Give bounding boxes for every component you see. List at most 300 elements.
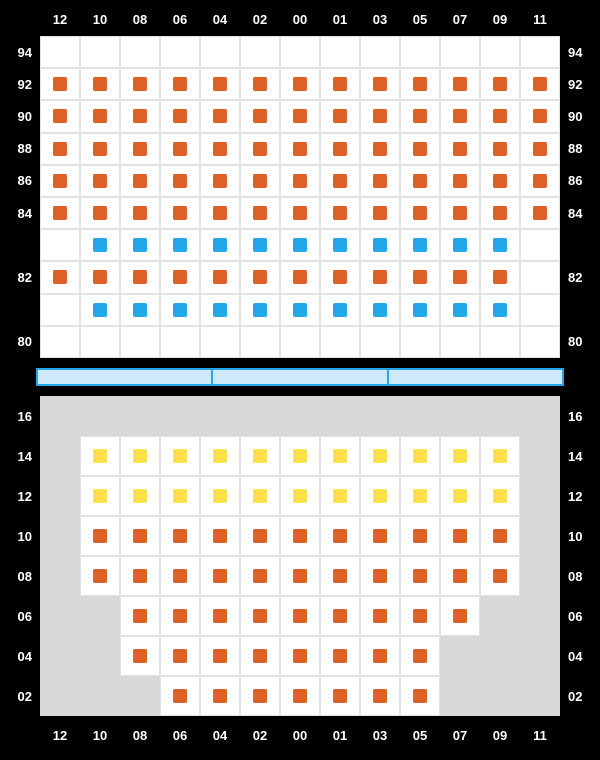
seat-cell[interactable]: [320, 676, 360, 716]
seat-cell[interactable]: [40, 229, 80, 261]
seat-marker-orange[interactable]: [173, 569, 187, 583]
seat-marker-orange[interactable]: [533, 206, 547, 220]
seat-marker-orange[interactable]: [373, 174, 387, 188]
seat-cell[interactable]: [520, 294, 560, 326]
seat-cell[interactable]: [320, 261, 360, 293]
seat-cell[interactable]: [400, 516, 440, 556]
seat-marker-orange[interactable]: [493, 569, 507, 583]
seat-cell[interactable]: [80, 476, 120, 516]
seat-marker-blue[interactable]: [213, 238, 227, 252]
seat-cell[interactable]: [240, 556, 280, 596]
seat-cell[interactable]: [440, 100, 480, 132]
seat-cell[interactable]: [280, 133, 320, 165]
seat-cell[interactable]: [280, 636, 320, 676]
seat-marker-orange[interactable]: [93, 529, 107, 543]
seat-cell[interactable]: [40, 197, 80, 229]
seat-marker-yellow[interactable]: [373, 449, 387, 463]
seat-marker-orange[interactable]: [253, 270, 267, 284]
seat-marker-orange[interactable]: [413, 609, 427, 623]
seat-cell[interactable]: [160, 476, 200, 516]
seat-marker-yellow[interactable]: [93, 489, 107, 503]
seat-marker-orange[interactable]: [253, 529, 267, 543]
seat-marker-orange[interactable]: [453, 569, 467, 583]
seat-marker-orange[interactable]: [133, 142, 147, 156]
lower-deck-grid[interactable]: [40, 396, 560, 716]
seat-cell[interactable]: [160, 596, 200, 636]
seat-cell[interactable]: [360, 229, 400, 261]
seat-cell[interactable]: [240, 476, 280, 516]
seat-cell[interactable]: [400, 436, 440, 476]
seat-cell[interactable]: [120, 636, 160, 676]
seat-cell[interactable]: [280, 294, 320, 326]
seat-marker-orange[interactable]: [533, 174, 547, 188]
seat-cell[interactable]: [360, 636, 400, 676]
seat-cell[interactable]: [440, 197, 480, 229]
seat-marker-orange[interactable]: [53, 109, 67, 123]
seat-cell[interactable]: [160, 100, 200, 132]
seat-cell[interactable]: [280, 36, 320, 68]
seat-cell[interactable]: [160, 556, 200, 596]
seat-marker-blue[interactable]: [373, 303, 387, 317]
seat-marker-blue[interactable]: [133, 303, 147, 317]
seat-cell[interactable]: [440, 326, 480, 358]
seat-cell[interactable]: [520, 100, 560, 132]
seat-cell[interactable]: [440, 476, 480, 516]
seat-marker-orange[interactable]: [453, 109, 467, 123]
seat-cell[interactable]: [480, 100, 520, 132]
seat-cell[interactable]: [400, 36, 440, 68]
seat-marker-orange[interactable]: [173, 689, 187, 703]
seat-cell[interactable]: [480, 133, 520, 165]
seat-marker-orange[interactable]: [333, 142, 347, 156]
seat-marker-yellow[interactable]: [173, 449, 187, 463]
seat-cell[interactable]: [40, 326, 80, 358]
seat-marker-blue[interactable]: [333, 303, 347, 317]
seat-marker-yellow[interactable]: [413, 489, 427, 503]
seat-cell[interactable]: [280, 229, 320, 261]
seat-cell[interactable]: [320, 229, 360, 261]
seat-cell[interactable]: [240, 197, 280, 229]
seat-marker-orange[interactable]: [293, 270, 307, 284]
seat-marker-orange[interactable]: [373, 77, 387, 91]
seat-marker-yellow[interactable]: [293, 449, 307, 463]
seat-cell[interactable]: [80, 294, 120, 326]
seat-cell[interactable]: [40, 68, 80, 100]
seat-cell[interactable]: [40, 36, 80, 68]
seat-marker-orange[interactable]: [413, 569, 427, 583]
seat-marker-orange[interactable]: [533, 109, 547, 123]
seat-cell[interactable]: [160, 197, 200, 229]
seat-marker-orange[interactable]: [413, 649, 427, 663]
seat-marker-orange[interactable]: [333, 609, 347, 623]
seat-marker-orange[interactable]: [293, 569, 307, 583]
seat-cell[interactable]: [80, 229, 120, 261]
seat-cell[interactable]: [400, 197, 440, 229]
seat-cell[interactable]: [480, 165, 520, 197]
seat-marker-yellow[interactable]: [453, 449, 467, 463]
seat-marker-orange[interactable]: [373, 649, 387, 663]
seat-cell[interactable]: [200, 165, 240, 197]
seat-cell[interactable]: [120, 436, 160, 476]
seat-marker-yellow[interactable]: [413, 449, 427, 463]
seat-marker-orange[interactable]: [173, 142, 187, 156]
seat-marker-orange[interactable]: [253, 206, 267, 220]
seat-cell[interactable]: [280, 326, 320, 358]
seat-cell[interactable]: [80, 68, 120, 100]
seat-marker-orange[interactable]: [333, 270, 347, 284]
seat-marker-orange[interactable]: [133, 609, 147, 623]
seat-cell[interactable]: [120, 165, 160, 197]
seat-marker-orange[interactable]: [253, 174, 267, 188]
seat-marker-orange[interactable]: [493, 270, 507, 284]
seat-cell[interactable]: [120, 133, 160, 165]
seat-cell[interactable]: [440, 36, 480, 68]
seat-cell[interactable]: [360, 436, 400, 476]
seat-cell[interactable]: [80, 36, 120, 68]
seat-marker-orange[interactable]: [493, 174, 507, 188]
seat-cell[interactable]: [440, 261, 480, 293]
seat-marker-orange[interactable]: [373, 270, 387, 284]
seat-marker-orange[interactable]: [413, 109, 427, 123]
seat-marker-orange[interactable]: [213, 609, 227, 623]
seat-cell[interactable]: [240, 436, 280, 476]
seat-marker-orange[interactable]: [493, 142, 507, 156]
seat-cell[interactable]: [280, 68, 320, 100]
seat-marker-orange[interactable]: [453, 270, 467, 284]
seat-marker-orange[interactable]: [93, 77, 107, 91]
seat-marker-orange[interactable]: [293, 77, 307, 91]
seat-cell[interactable]: [280, 165, 320, 197]
seat-marker-orange[interactable]: [253, 142, 267, 156]
seat-cell[interactable]: [320, 636, 360, 676]
seat-cell[interactable]: [520, 165, 560, 197]
seat-cell[interactable]: [400, 68, 440, 100]
seat-cell[interactable]: [160, 229, 200, 261]
seat-cell[interactable]: [400, 636, 440, 676]
seat-marker-orange[interactable]: [213, 109, 227, 123]
seat-cell[interactable]: [400, 133, 440, 165]
seat-marker-orange[interactable]: [213, 689, 227, 703]
seat-cell[interactable]: [280, 476, 320, 516]
seat-cell[interactable]: [360, 100, 400, 132]
seat-marker-orange[interactable]: [133, 529, 147, 543]
seat-cell[interactable]: [280, 676, 320, 716]
seat-cell[interactable]: [520, 133, 560, 165]
seat-marker-orange[interactable]: [293, 649, 307, 663]
seat-marker-blue[interactable]: [253, 303, 267, 317]
seat-cell[interactable]: [520, 68, 560, 100]
seat-marker-orange[interactable]: [213, 649, 227, 663]
seat-marker-blue[interactable]: [213, 303, 227, 317]
seat-marker-orange[interactable]: [133, 649, 147, 663]
seat-marker-blue[interactable]: [453, 303, 467, 317]
seat-marker-yellow[interactable]: [213, 489, 227, 503]
seat-cell[interactable]: [240, 516, 280, 556]
seat-cell[interactable]: [40, 100, 80, 132]
seat-cell[interactable]: [80, 326, 120, 358]
seat-marker-orange[interactable]: [213, 77, 227, 91]
seat-marker-orange[interactable]: [133, 270, 147, 284]
seat-marker-orange[interactable]: [333, 569, 347, 583]
seat-marker-blue[interactable]: [133, 238, 147, 252]
seat-marker-orange[interactable]: [173, 109, 187, 123]
seat-marker-orange[interactable]: [493, 109, 507, 123]
seat-marker-orange[interactable]: [373, 142, 387, 156]
seat-marker-orange[interactable]: [373, 569, 387, 583]
seat-marker-yellow[interactable]: [93, 449, 107, 463]
seat-cell[interactable]: [160, 165, 200, 197]
seat-marker-yellow[interactable]: [133, 489, 147, 503]
seat-cell[interactable]: [400, 326, 440, 358]
seat-marker-orange[interactable]: [53, 142, 67, 156]
seat-marker-orange[interactable]: [493, 77, 507, 91]
seat-cell[interactable]: [240, 261, 280, 293]
seat-marker-yellow[interactable]: [373, 489, 387, 503]
seat-marker-orange[interactable]: [53, 270, 67, 284]
seat-cell[interactable]: [360, 326, 400, 358]
seat-cell[interactable]: [120, 476, 160, 516]
seat-marker-orange[interactable]: [293, 529, 307, 543]
seat-cell[interactable]: [200, 326, 240, 358]
seat-marker-orange[interactable]: [413, 142, 427, 156]
seat-cell[interactable]: [440, 556, 480, 596]
seat-cell[interactable]: [120, 229, 160, 261]
seat-cell[interactable]: [480, 436, 520, 476]
seat-cell[interactable]: [480, 326, 520, 358]
seat-cell[interactable]: [400, 294, 440, 326]
seat-marker-orange[interactable]: [253, 609, 267, 623]
seat-cell[interactable]: [240, 68, 280, 100]
seat-marker-orange[interactable]: [453, 174, 467, 188]
seat-marker-orange[interactable]: [293, 206, 307, 220]
seat-cell[interactable]: [480, 36, 520, 68]
seat-marker-orange[interactable]: [453, 529, 467, 543]
seat-cell[interactable]: [200, 229, 240, 261]
seat-marker-blue[interactable]: [253, 238, 267, 252]
seat-marker-orange[interactable]: [93, 174, 107, 188]
seat-marker-orange[interactable]: [413, 206, 427, 220]
seat-cell[interactable]: [360, 68, 400, 100]
seat-marker-orange[interactable]: [253, 77, 267, 91]
seat-cell[interactable]: [200, 294, 240, 326]
seat-cell[interactable]: [160, 676, 200, 716]
seat-marker-yellow[interactable]: [173, 489, 187, 503]
seat-marker-orange[interactable]: [293, 174, 307, 188]
seat-marker-orange[interactable]: [173, 206, 187, 220]
seat-marker-blue[interactable]: [93, 303, 107, 317]
seat-cell[interactable]: [480, 68, 520, 100]
seat-cell[interactable]: [200, 676, 240, 716]
seat-marker-orange[interactable]: [213, 206, 227, 220]
seat-cell[interactable]: [320, 133, 360, 165]
seat-marker-blue[interactable]: [293, 303, 307, 317]
seat-marker-blue[interactable]: [333, 238, 347, 252]
seat-marker-yellow[interactable]: [253, 489, 267, 503]
seat-cell[interactable]: [280, 100, 320, 132]
seat-marker-orange[interactable]: [413, 529, 427, 543]
seat-cell[interactable]: [360, 165, 400, 197]
seat-cell[interactable]: [320, 516, 360, 556]
seat-cell[interactable]: [80, 165, 120, 197]
seat-cell[interactable]: [320, 68, 360, 100]
seat-cell[interactable]: [440, 133, 480, 165]
seat-cell[interactable]: [320, 36, 360, 68]
seat-marker-orange[interactable]: [373, 689, 387, 703]
seat-marker-orange[interactable]: [93, 206, 107, 220]
seat-marker-orange[interactable]: [253, 569, 267, 583]
seat-cell[interactable]: [440, 68, 480, 100]
seat-marker-orange[interactable]: [333, 649, 347, 663]
seat-cell[interactable]: [80, 516, 120, 556]
seat-cell[interactable]: [120, 516, 160, 556]
seat-cell[interactable]: [200, 261, 240, 293]
seat-cell[interactable]: [520, 326, 560, 358]
seat-cell[interactable]: [200, 36, 240, 68]
seat-marker-orange[interactable]: [333, 689, 347, 703]
seat-cell[interactable]: [240, 133, 280, 165]
seat-marker-blue[interactable]: [293, 238, 307, 252]
seat-cell[interactable]: [360, 516, 400, 556]
seat-marker-orange[interactable]: [293, 689, 307, 703]
seat-cell[interactable]: [120, 100, 160, 132]
seat-cell[interactable]: [120, 556, 160, 596]
seat-cell[interactable]: [320, 326, 360, 358]
seat-cell[interactable]: [240, 326, 280, 358]
seat-marker-orange[interactable]: [333, 109, 347, 123]
seat-cell[interactable]: [400, 229, 440, 261]
seat-marker-orange[interactable]: [373, 109, 387, 123]
seat-marker-orange[interactable]: [373, 609, 387, 623]
seat-marker-yellow[interactable]: [493, 449, 507, 463]
seat-marker-orange[interactable]: [173, 270, 187, 284]
seat-cell[interactable]: [160, 294, 200, 326]
seat-marker-blue[interactable]: [493, 303, 507, 317]
seat-cell[interactable]: [320, 596, 360, 636]
seat-marker-yellow[interactable]: [133, 449, 147, 463]
seat-cell[interactable]: [80, 133, 120, 165]
seat-cell[interactable]: [80, 261, 120, 293]
seat-marker-orange[interactable]: [333, 174, 347, 188]
seat-marker-blue[interactable]: [413, 238, 427, 252]
seat-cell[interactable]: [440, 596, 480, 636]
seat-cell[interactable]: [160, 36, 200, 68]
seat-marker-orange[interactable]: [93, 270, 107, 284]
seat-cell[interactable]: [320, 436, 360, 476]
seat-cell[interactable]: [200, 636, 240, 676]
seat-marker-orange[interactable]: [533, 142, 547, 156]
seat-marker-blue[interactable]: [373, 238, 387, 252]
seat-marker-orange[interactable]: [333, 77, 347, 91]
seat-marker-orange[interactable]: [373, 206, 387, 220]
seat-cell[interactable]: [280, 516, 320, 556]
seat-cell[interactable]: [200, 436, 240, 476]
seat-marker-orange[interactable]: [453, 609, 467, 623]
seat-marker-orange[interactable]: [133, 206, 147, 220]
seat-cell[interactable]: [480, 261, 520, 293]
seat-marker-orange[interactable]: [53, 174, 67, 188]
seat-cell[interactable]: [320, 197, 360, 229]
seat-marker-orange[interactable]: [213, 142, 227, 156]
seat-cell[interactable]: [360, 596, 400, 636]
seat-marker-orange[interactable]: [53, 77, 67, 91]
seat-marker-orange[interactable]: [133, 569, 147, 583]
seat-cell[interactable]: [440, 436, 480, 476]
seat-cell[interactable]: [160, 436, 200, 476]
seat-cell[interactable]: [400, 676, 440, 716]
seat-cell[interactable]: [120, 294, 160, 326]
seat-cell[interactable]: [160, 261, 200, 293]
seat-cell[interactable]: [80, 556, 120, 596]
seat-cell[interactable]: [360, 36, 400, 68]
seat-marker-orange[interactable]: [413, 77, 427, 91]
seat-cell[interactable]: [200, 68, 240, 100]
seat-marker-orange[interactable]: [133, 174, 147, 188]
seat-cell[interactable]: [400, 556, 440, 596]
seat-marker-orange[interactable]: [133, 109, 147, 123]
seat-marker-orange[interactable]: [133, 77, 147, 91]
seat-marker-blue[interactable]: [173, 238, 187, 252]
seat-marker-blue[interactable]: [493, 238, 507, 252]
seat-cell[interactable]: [240, 676, 280, 716]
seat-cell[interactable]: [280, 596, 320, 636]
seat-marker-blue[interactable]: [413, 303, 427, 317]
seat-marker-orange[interactable]: [453, 142, 467, 156]
seat-cell[interactable]: [440, 516, 480, 556]
seat-cell[interactable]: [40, 261, 80, 293]
seat-cell[interactable]: [520, 261, 560, 293]
seat-marker-orange[interactable]: [413, 270, 427, 284]
seat-cell[interactable]: [480, 197, 520, 229]
seat-cell[interactable]: [360, 556, 400, 596]
seat-cell[interactable]: [80, 100, 120, 132]
seat-cell[interactable]: [160, 516, 200, 556]
seat-marker-orange[interactable]: [333, 529, 347, 543]
seat-cell[interactable]: [200, 556, 240, 596]
seat-cell[interactable]: [360, 476, 400, 516]
seat-marker-orange[interactable]: [173, 174, 187, 188]
seat-cell[interactable]: [520, 197, 560, 229]
seat-marker-blue[interactable]: [453, 238, 467, 252]
seat-marker-blue[interactable]: [173, 303, 187, 317]
seat-cell[interactable]: [280, 436, 320, 476]
seat-cell[interactable]: [320, 100, 360, 132]
seat-cell[interactable]: [480, 556, 520, 596]
seat-cell[interactable]: [120, 261, 160, 293]
seat-cell[interactable]: [480, 229, 520, 261]
seat-marker-orange[interactable]: [493, 206, 507, 220]
seat-cell[interactable]: [160, 636, 200, 676]
seat-cell[interactable]: [320, 476, 360, 516]
seat-cell[interactable]: [280, 197, 320, 229]
seat-marker-orange[interactable]: [253, 109, 267, 123]
seat-marker-orange[interactable]: [413, 174, 427, 188]
seat-marker-orange[interactable]: [173, 609, 187, 623]
seat-marker-orange[interactable]: [333, 206, 347, 220]
seat-cell[interactable]: [480, 476, 520, 516]
seat-marker-orange[interactable]: [453, 77, 467, 91]
seat-marker-orange[interactable]: [213, 270, 227, 284]
seat-cell[interactable]: [400, 596, 440, 636]
seat-cell[interactable]: [40, 133, 80, 165]
seat-cell[interactable]: [480, 294, 520, 326]
seat-marker-orange[interactable]: [93, 142, 107, 156]
seat-cell[interactable]: [280, 556, 320, 596]
seat-marker-yellow[interactable]: [493, 489, 507, 503]
seat-cell[interactable]: [360, 294, 400, 326]
seat-marker-orange[interactable]: [253, 689, 267, 703]
upper-deck-grid[interactable]: [40, 36, 560, 358]
seat-cell[interactable]: [200, 133, 240, 165]
